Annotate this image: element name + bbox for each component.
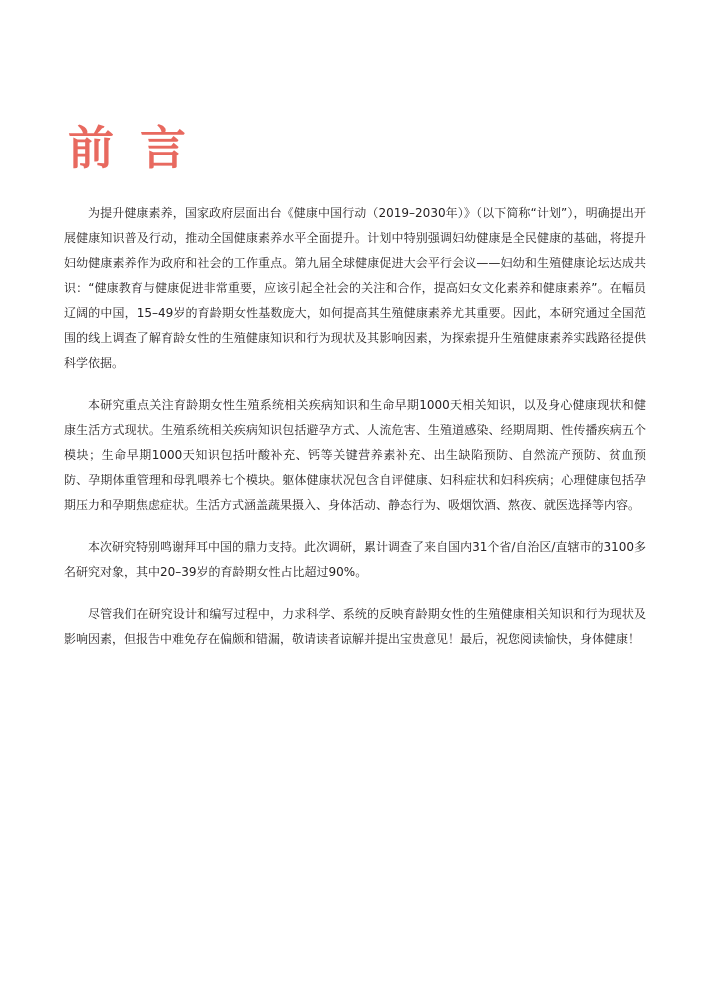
preface-body bbox=[64, 201, 646, 669]
paragraph-3: 本次研究特别鸣谢拜耳中国的鼎力支持。此次调研，累计调查了来自国内31个省/自治区/直辖市的3100多名研究对象，其中20–39岁的育龄期女性占比超过90%。 bbox=[64, 540, 646, 579]
paragraph-4: 尽管我们在研究设计和编写过程中，力求科学、系统的反映育龄期女性的生殖健康相关知识和行为现状及影响因素，但报告中难免存在偏颇和错漏，敬请读者谅解并提出宝贵意见！最后，祝您阅读愉快，身体健康！ bbox=[64, 607, 646, 646]
paragraph-2: 本研究重点关注育龄期女性生殖系统相关疾病知识和生命早期1000天相关知识，以及身心健康现状和健康生活方式现状。生殖系统相关疾病知识包括避孕方式、人流危害、生殖道感染、经期周期、性传播疾病五个模块；生命早期1000天知识包括叶酸补充、钙等关键营养素补充、出生缺陷预防、自然流产预防、贫血预防、孕期体重管理和母乳喂养七个模块。躯体健康状况包含自评健康、妇科症状和妇科疾病；心理健康包括孕期压力和孕期焦虑症状。生活方式涵盖蔬果摄入、身体活动、静态行为、吸烟饮酒、熬夜、就医选择等内容。 bbox=[64, 398, 646, 512]
page-title: 前言 bbox=[68, 121, 212, 175]
paragraph-1: 为提升健康素养，国家政府层面出台《健康中国行动（2019–2030年）》（以下简称“计划”），明确提出开展健康知识普及行动，推动全国健康素养水平全面提升。计划中特别强调妇幼健康是全民健康的基础，将提升妇幼健康素养作为政府和社会的工作重点。第九届全球健康促进大会平行会议——妇幼和生殖健康论坛达成共识：“健康教育与健康促进非常重要，应该引起全社会的关注和合作，提高妇女文化素养和健康素养”。在幅员辽阔的中国，15–49岁的育龄期女性基数庞大，如何提高其生殖健康素养尤其重要。因此，本研究通过全国范围的线上调查了解育龄女性的生殖健康知识和行为现状及其影响因素，为探索提升生殖健康素养实践路径提供科学依据。 bbox=[64, 206, 646, 370]
